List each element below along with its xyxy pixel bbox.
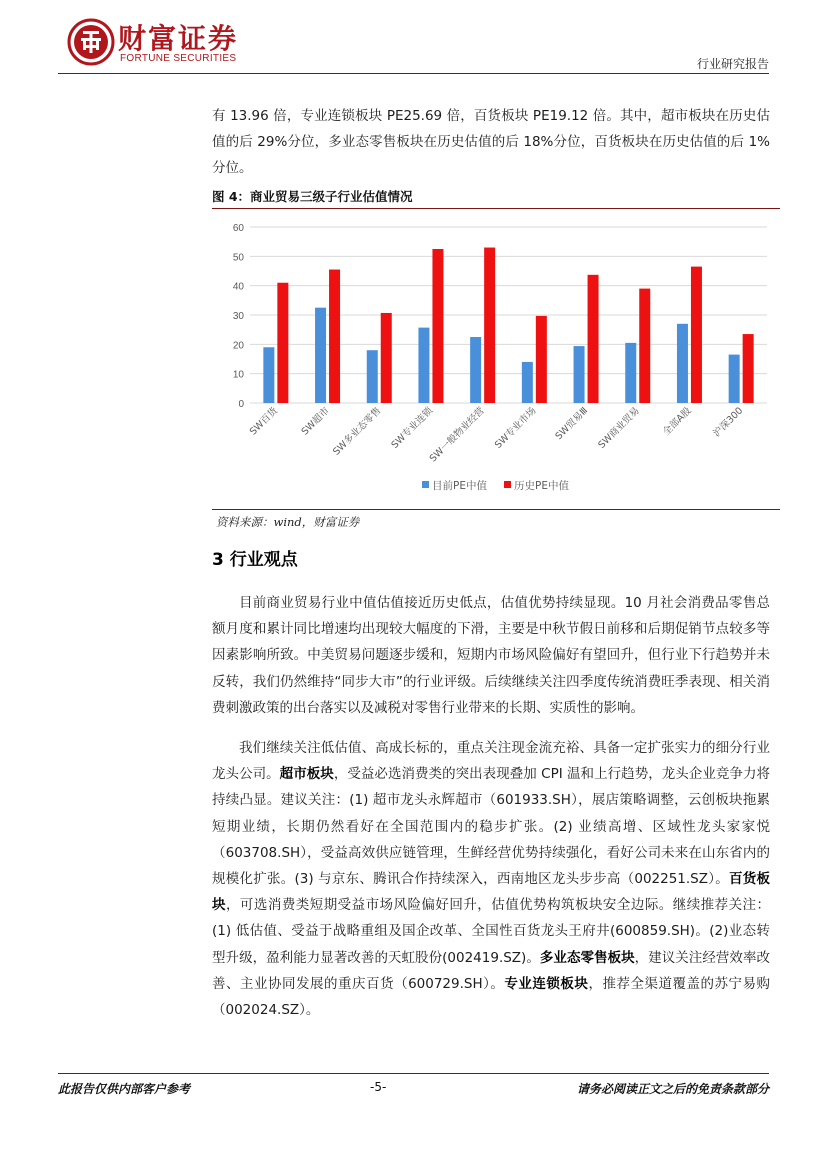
y-tick-label: 20 bbox=[232, 340, 244, 352]
figure-top-rule bbox=[212, 208, 780, 209]
x-category-label: SW多业态零售 bbox=[331, 405, 384, 458]
figure-source: 资料来源：wind，财富证券 bbox=[216, 515, 360, 529]
bar-history-pe bbox=[329, 270, 340, 403]
multi-format-text: ，建议关注经营效率改善、主业协同发展的重庆百货（600729.SH）。 bbox=[212, 949, 770, 992]
section-body bbox=[212, 590, 770, 1023]
bar-current-pe bbox=[729, 355, 740, 403]
y-tick-label: 10 bbox=[232, 369, 244, 381]
chart-svg bbox=[212, 212, 780, 506]
x-category-label: SW贸易Ⅲ bbox=[553, 405, 591, 443]
sector-multi-format: 多业态零售板块 bbox=[539, 949, 635, 966]
legend-swatch-current bbox=[422, 481, 429, 488]
bar-history-pe bbox=[432, 249, 443, 403]
x-category-label: SW百货 bbox=[247, 405, 280, 438]
legend-label: 历史PE中值 bbox=[514, 480, 569, 492]
bar-history-pe bbox=[639, 289, 650, 403]
header-divider bbox=[58, 73, 769, 74]
brand-name-en: FORTUNE SECURITIES bbox=[120, 53, 237, 64]
sector-supermarket: 超市板块 bbox=[279, 766, 334, 783]
bar-current-pe bbox=[470, 337, 481, 403]
intro-paragraph: 有 13.96 倍，专业连锁板块 PE25.69 倍，百货板块 PE19.12 倍。其中，超市板块在历史估值的后 29%分位，多业态零售板块在历史估值的后 18%分位，百货板块在历史估值的后 1%分位。 bbox=[212, 108, 770, 177]
x-category-label: SW专业市场 bbox=[492, 405, 539, 451]
bar-history-pe bbox=[588, 275, 599, 403]
recommendation-intro: 我们继续关注低估值、高成长标的，重点关注现金流充裕、具备一定扩张实力的细分行业龙头公司。 bbox=[212, 740, 770, 783]
bar-current-pe bbox=[522, 362, 533, 403]
bar-current-pe bbox=[625, 343, 636, 403]
bar-history-pe bbox=[743, 334, 754, 403]
footer-disclaimer-right: 请务必阅读正文之后的免责条款部分 bbox=[576, 1082, 769, 1096]
specialty-chain-text: ，推荐全渠道覆盖的苏宁易购（002024.SZ）。 bbox=[212, 975, 771, 1019]
x-category-label: 沪深300 bbox=[711, 405, 746, 440]
footer-divider bbox=[58, 1073, 769, 1074]
figure-title: 图 4：商业贸易三级子行业估值情况 bbox=[212, 189, 413, 204]
bar-history-pe bbox=[381, 313, 392, 403]
bar-history-pe bbox=[277, 283, 288, 403]
bar-current-pe bbox=[418, 328, 429, 403]
bar-current-pe bbox=[677, 324, 688, 403]
x-category-label: SW超市 bbox=[299, 405, 332, 438]
x-category-label: SW商业贸易 bbox=[596, 405, 642, 451]
x-category-label: SW专业连锁 bbox=[389, 405, 436, 451]
department-store-text: ，可选消费类短期受益市场风险偏好回升，估值优势构筑板块安全边际。继续推荐关注：(1) 低估值、受益于战略重组及国企改革、全国性百货龙头王府井(600859.SH)。(2)业态转型升级，盈利能力显著改善的天虹股份(002419.SZ)。 bbox=[212, 897, 771, 966]
bar-history-pe bbox=[691, 267, 702, 403]
footer-disclaimer-left: 此报告仅供内部客户参考 bbox=[58, 1082, 191, 1096]
x-category-label: SW一般物业经营 bbox=[427, 405, 487, 465]
supermarket-text: ，受益必选消费类的突出表现叠加 CPI 温和上行趋势，龙头企业竞争力将持续凸显。建议关注：(1) 超市龙头永辉超市（601933.SH），展店策略调整，云创板块拖累短期业绩，长期仍然看好在全国范围内的稳步扩张。(2) 业绩高增、区域性龙头家家悦（603708.SH），受益高效供应链管理，生鲜经营优势持续强化，看好公司未来在山东省内的规模化扩张。(3) 与京东、腾讯合作持续深入，西南地区龙头步步高（002251.SZ）。 bbox=[212, 766, 770, 888]
y-tick-label: 60 bbox=[232, 223, 244, 234]
y-tick-label: 40 bbox=[232, 281, 244, 293]
y-tick-label: 0 bbox=[238, 399, 244, 410]
figure-bottom-rule bbox=[212, 509, 780, 510]
y-tick-label: 50 bbox=[232, 252, 244, 264]
report-type-label: 行业研究报告 bbox=[696, 57, 769, 71]
bar-history-pe bbox=[536, 316, 547, 403]
bar-current-pe bbox=[367, 350, 378, 403]
legend-label: 目前PE中值 bbox=[432, 480, 487, 492]
valuation-bar-chart bbox=[212, 212, 780, 506]
brand-name-cn: 财富证券 bbox=[118, 22, 239, 55]
bar-current-pe bbox=[315, 308, 326, 403]
paragraph-recommendations bbox=[212, 735, 770, 1023]
y-tick-label: 30 bbox=[232, 311, 244, 322]
section-title: 3 行业观点 bbox=[212, 550, 298, 570]
sector-department-store: 百货板块 bbox=[212, 871, 770, 914]
legend-swatch-history bbox=[504, 481, 511, 488]
bar-history-pe bbox=[484, 248, 495, 403]
page-header bbox=[0, 0, 827, 76]
intro-block bbox=[212, 103, 770, 182]
page-number: -5- bbox=[370, 1080, 387, 1094]
x-category-label: 全部A股 bbox=[661, 405, 694, 438]
fortune-logo-icon bbox=[67, 18, 115, 66]
bar-current-pe bbox=[574, 346, 585, 403]
bar-current-pe bbox=[263, 347, 274, 403]
sector-specialty-chain: 专业连锁板块 bbox=[504, 975, 589, 992]
paragraph-outlook: 目前商业贸易行业中值估值接近历史低点，估值优势持续显现。10 月社会消费品零售总额月度和累计同比增速均出现较大幅度的下滑，主要是中秋节假日前移和后期促销节点较多等因素影响所致。中美贸易问题逐步缓和，短期内市场风险偏好有望回升，但行业下行趋势并未反转，我们仍然维持“同步大市”的行业评级。后续继续关注四季度传统消费旺季表现、相关消费刺激政策的出台落实以及减税对零售行业带来的长期、实质性的影响。 bbox=[212, 595, 770, 716]
